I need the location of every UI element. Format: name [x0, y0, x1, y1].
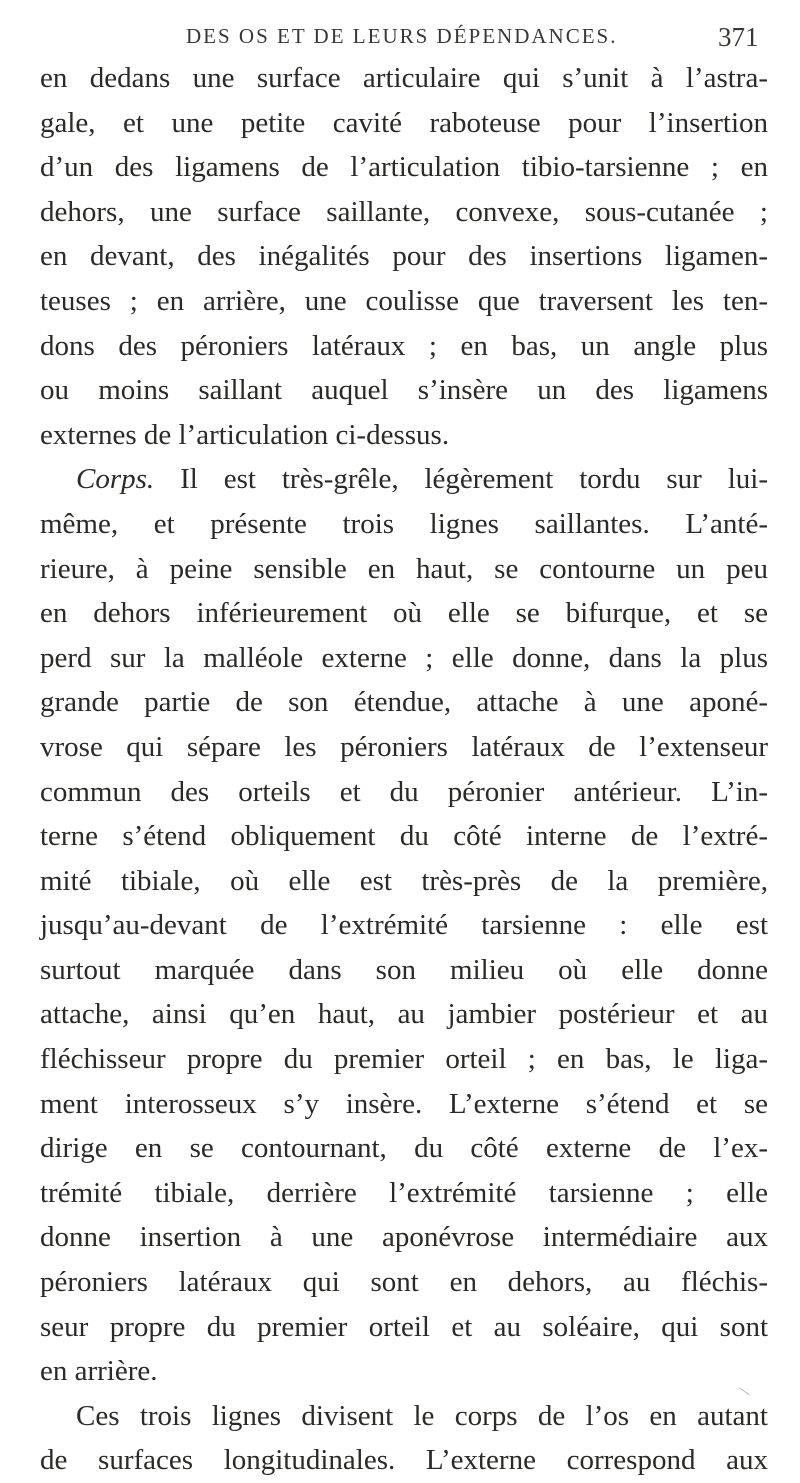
- text-line: perd sur la malléole externe ; elle donne, dans la plus: [40, 641, 768, 674]
- running-title: DES OS ET DE LEURS DÉPENDANCES.: [186, 24, 618, 48]
- text-line: teuses ; en arrière, une coulisse que traversent les ten-: [40, 284, 768, 317]
- body-text: [40, 56, 768, 1483]
- text-line: fléchisseur propre du premier orteil ; en bas, le liga-: [40, 1043, 768, 1076]
- text-line: dirige en se contournant, du côté externe de l’ex-: [40, 1132, 768, 1165]
- text-line: rieure, à peine sensible en haut, se contourne un peu: [40, 552, 768, 585]
- text-line: de surfaces longitudinales. L’externe correspond aux: [40, 1444, 768, 1477]
- page-number: 371: [718, 22, 759, 52]
- text-line: en arrière.: [40, 1355, 158, 1388]
- text-line: commun des orteils et du péronier antérieur. L’in-: [40, 775, 768, 808]
- text-line: dons des péroniers latéraux ; en bas, un angle plus: [40, 329, 768, 362]
- text-line: trémité tibiale, derrière l’extrémité tarsienne ; elle: [40, 1176, 768, 1209]
- text-line: Ces trois lignes divisent le corps de l’os en autant: [76, 1399, 768, 1432]
- text-line: dehors, une surface saillante, convexe, sous-cutanée ;: [40, 195, 768, 228]
- text-line: ment interosseux s’y insère. L’externe s’étend et se: [40, 1087, 768, 1120]
- text-line: en dehors inférieurement où elle se bifurque, et se: [40, 597, 768, 630]
- text-line: donne insertion à une aponévrose intermédiaire aux: [40, 1221, 768, 1254]
- text-line: attache, ainsi qu’en haut, au jambier postérieur et au: [40, 998, 768, 1031]
- text-line: grande partie de son étendue, attache à une aponé-: [40, 686, 768, 719]
- text-line: ou moins saillant auquel s’insère un des ligamens: [40, 374, 768, 407]
- text-line: jusqu’au-devant de l’extrémité tarsienne : elle est: [40, 909, 768, 942]
- text-line: vrose qui sépare les péroniers latéraux de l’extenseur: [40, 730, 768, 763]
- section-heading: Corps.: [76, 463, 155, 496]
- text-line: surtout marquée dans son milieu où elle donne: [40, 953, 768, 986]
- paragraph-first-line: [40, 457, 768, 502]
- text-line: péroniers latéraux qui sont en dehors, au fléchis-: [40, 1266, 768, 1299]
- text-line: en dedans une surface articulaire qui s’unit à l’astra-: [40, 62, 768, 94]
- text-line: terne s’étend obliquement du côté interne de l’extré-: [40, 820, 768, 853]
- text-line: gale, et une petite cavité raboteuse pour l’insertion: [40, 106, 768, 139]
- text-line: Il est très-grêle, légèrement tordu sur lui-: [180, 463, 768, 496]
- text-line: d’un des ligamens de l’articulation tibio-tarsienne ; en: [40, 151, 768, 184]
- text-line: même, et présente trois lignes saillantes. L’anté-: [40, 507, 768, 540]
- text-line: mité tibiale, où elle est très-près de la première,: [40, 864, 768, 897]
- text-line: en devant, des inégalités pour des insertions ligamen-: [40, 240, 768, 273]
- text-line: seur propre du premier orteil et au soléaire, qui sont: [40, 1310, 768, 1343]
- text-line: externes de l’articulation ci-dessus.: [40, 418, 450, 451]
